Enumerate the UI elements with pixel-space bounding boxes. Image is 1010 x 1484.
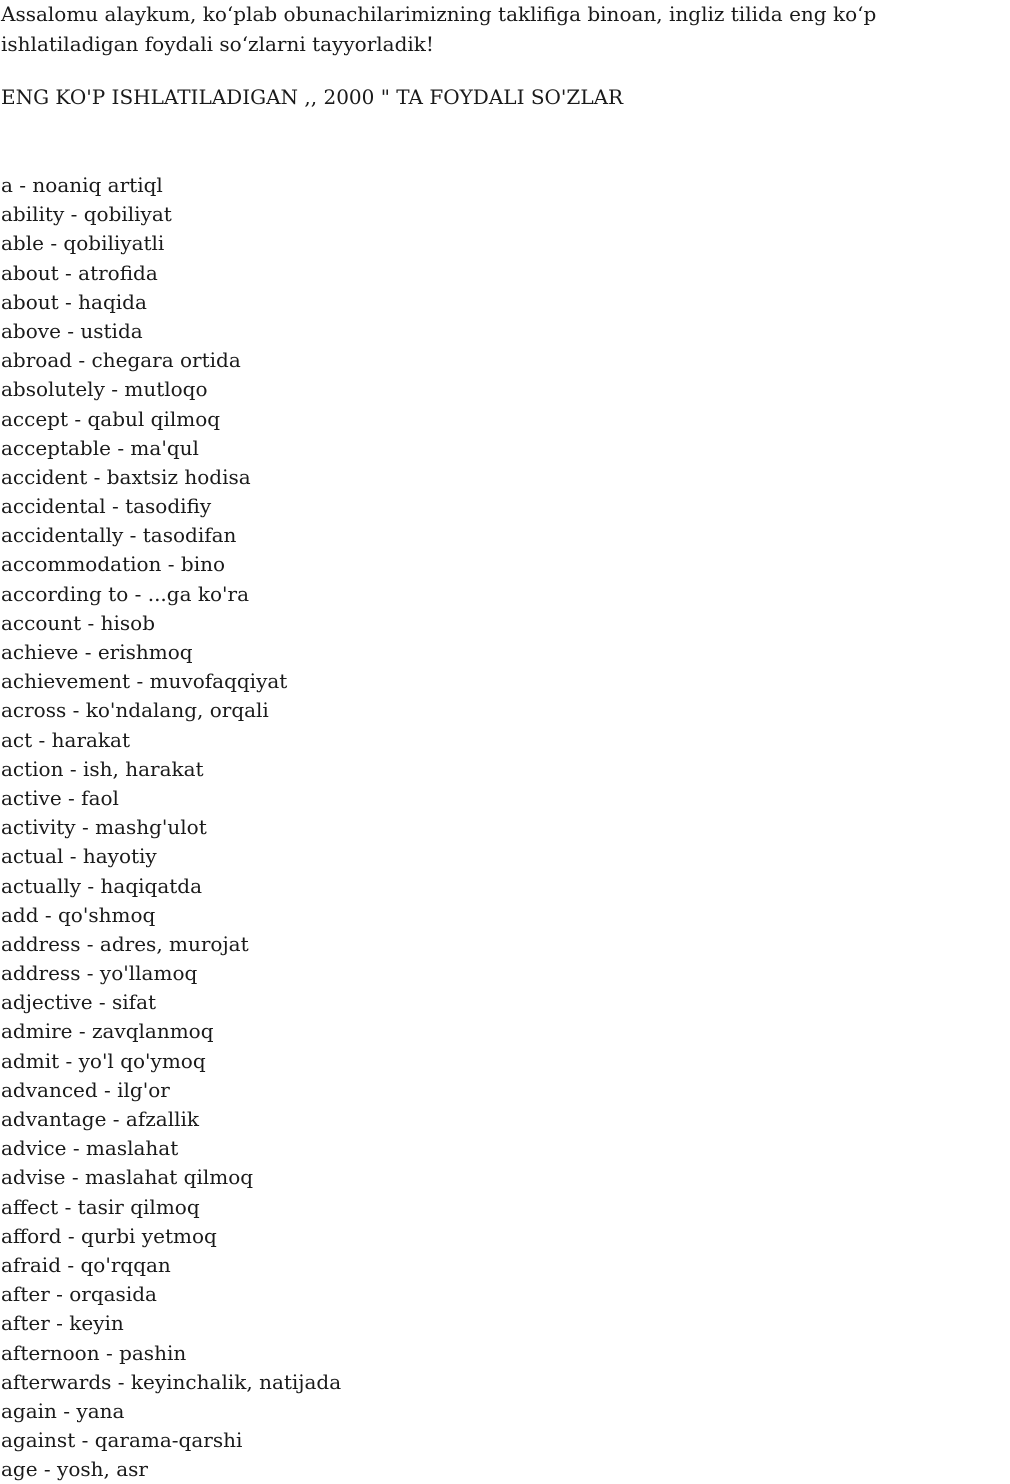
word-entry: absolutely - mutloqo — [1, 377, 208, 402]
word-entry: add - qo'shmoq — [1, 902, 156, 927]
word-entry: activity - mashg'ulot — [1, 815, 207, 840]
word-entry: again - yana — [1, 1398, 125, 1423]
word-entry: action - ish, harakat — [1, 756, 204, 781]
word-entry: a - noaniq artiql — [1, 173, 163, 197]
list-heading: ENG KO'P ISHLATILADIGAN ,, 2000 " TA FOYDALI SO'ZLAR — [1, 85, 624, 109]
word-entry: adjective - sifat — [1, 990, 157, 1015]
word-entry: accidental - tasodifiy — [1, 494, 212, 519]
word-entry: admire - zavqlanmoq — [1, 1019, 214, 1044]
word-entry: accept - qabul qilmoq — [1, 406, 221, 431]
word-entry: actual - hayotiy — [1, 844, 157, 869]
word-entry: after - keyin — [1, 1311, 124, 1336]
word-entry: address - yo'llamoq — [1, 961, 198, 986]
word-entry: after - orqasida — [1, 1282, 157, 1307]
word-entry: able - qobiliyatli — [1, 231, 165, 256]
word-entry: advanced - ilg'or — [1, 1077, 170, 1102]
word-entry: active - faol — [1, 785, 119, 810]
word-entry: actually - haqiqatda — [1, 873, 203, 898]
word-entry: ability - qobiliyat — [1, 202, 172, 227]
word-entry: address - adres, murojat — [1, 931, 249, 956]
word-entry: acceptable - ma'qul — [1, 435, 199, 460]
word-entry: affect - tasir qilmoq — [1, 1194, 200, 1219]
word-entry: accidentally - tasodifan — [1, 523, 237, 548]
word-entry: afraid - qo'rqqan — [1, 1252, 171, 1277]
word-entry: advantage - afzallik — [1, 1107, 199, 1131]
word-entry: about - haqida — [1, 289, 147, 314]
word-entry: according to - ...ga ko'ra — [1, 581, 250, 606]
word-entry: act - harakat — [1, 727, 131, 752]
word-entry: afternoon - pashin — [1, 1340, 187, 1365]
word-entry: afterwards - keyinchalik, natijada — [1, 1369, 342, 1394]
word-entry: advice - maslahat — [1, 1136, 179, 1161]
word-entry: abroad - chegara ortida — [1, 348, 241, 373]
word-entry: accident - baxtsiz hodisa — [1, 464, 251, 489]
word-entry: achieve - erishmoq — [1, 640, 193, 664]
word-entry: age - yosh, asr — [1, 1457, 148, 1482]
word-entry: achievement - muvofaqqiyat — [1, 669, 288, 694]
word-entry: against - qarama-qarshi — [1, 1428, 243, 1453]
word-entry: about - atrofida — [1, 260, 158, 285]
word-entry: afford - qurbi yetmoq — [1, 1223, 217, 1248]
word-entry: admit - yo'l qo'ymoq — [1, 1048, 206, 1073]
word-entry: account - hisob — [1, 610, 156, 635]
intro-paragraph: Assalomu alaykum, ko‘plab obunachilarimizning taklifiga binoan, ingliz tilida eng ko‘p ishlatiladigan foydali so‘zlarni tayyorladik! — [1, 2, 877, 56]
word-entry: accommodation - bino — [1, 552, 226, 577]
word-entry: across - ko'ndalang, orqali — [1, 698, 269, 723]
word-entry: above - ustida — [1, 318, 143, 343]
word-entry: advise - maslahat qilmoq — [1, 1165, 254, 1190]
word-list — [1, 171, 341, 1484]
